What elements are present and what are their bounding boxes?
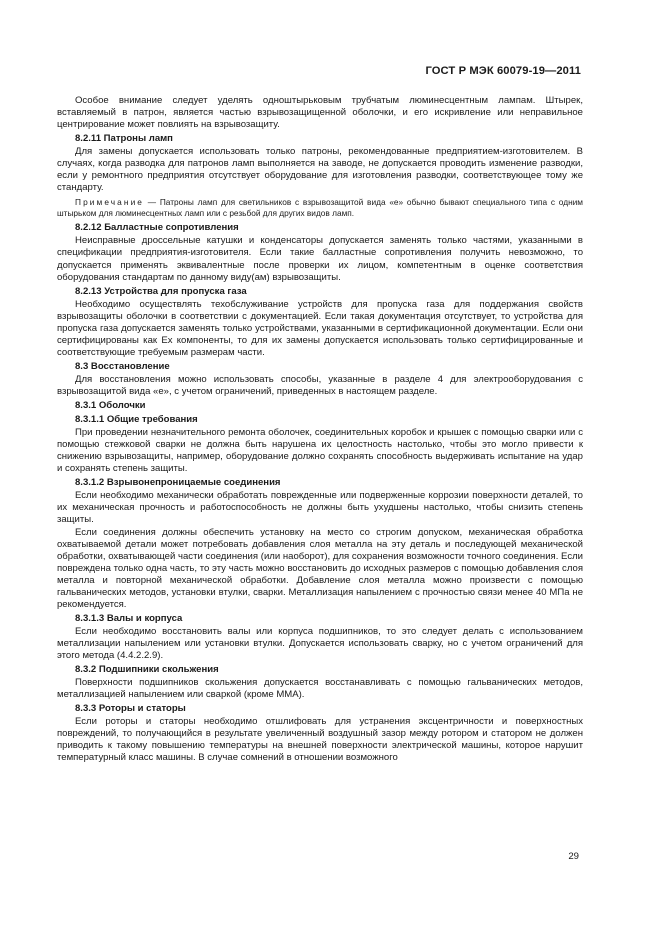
section-heading: 8.3.1 Оболочки xyxy=(75,400,146,412)
section-heading: 8.3.1.3 Валы и корпуса xyxy=(75,612,183,624)
body-paragraph: Если необходимо восстановить валы или корпуса подшипников, то это следует делать с использованием металлизации напылением или установки втулки. Допускается использовать сварку, но с учетом ограничений для этого метода (4.4.2.2.9). xyxy=(57,625,583,661)
section-heading: 8.2.12 Балластные сопротивления xyxy=(75,222,239,234)
note-paragraph xyxy=(57,197,583,219)
section-heading: 8.3.3 Роторы и статоры xyxy=(75,703,186,715)
body-paragraph: Для восстановления можно использовать способы, указанные в разделе 4 для электрооборудования с взрывозащитой вида «е», с учетом ограничений, приведенных в настоящем разделе. xyxy=(57,373,583,397)
page-number: 29 xyxy=(568,851,579,862)
section-heading: 8.3.1.1 Общие требования xyxy=(75,414,198,426)
section-heading: 8.3.1.2 Взрывонепроницаемые соединения xyxy=(75,477,281,489)
body-paragraph: Поверхности подшипников скольжения допускается восстанавливать с помощью гальванических методов, металлизацией напылением или сваркой (кроме ММА). xyxy=(57,677,583,701)
standard-id-header: ГОСТ Р МЭК 60079-19—2011 xyxy=(425,65,581,77)
body-paragraph: Особое внимание следует уделять одноштырьковым трубчатым люминесцентным лампам. Штырек, вставляемый в патрон, является частью взрывозащищенной оболочки, и его искривление или неправильное центрирование может повлиять на взрывозащиту. xyxy=(57,95,583,131)
body-paragraph: Для замены допускается использовать только патроны, рекомендованные предприятием-изготовителем. В случаях, когда разводка для патронов ламп выполняется на заводе, не допускается проводить изменение разводки, если у ремонтного предприятия отсутствует оборудование для изготовления разводки, соответствующее тому же стандарту. xyxy=(57,146,583,194)
body-paragraph: Неисправные дроссельные катушки и конденсаторы допускается заменять только частями, указанными в спецификации предприятия-изготовителя. Если такие балластные сопротивления получить невозможно, то допускается применять эквивалентные после проверки их лицом, компетентным в оценке соответствия оборудования стандартам по данному виду(ам) взрывозащиты. xyxy=(57,235,583,283)
body-paragraph: Если роторы и статоры необходимо отшлифовать для устранения эксцентричности и поверхностных повреждений, то получающийся в результате увеличенный воздушный зазор между ротором и статором не должен приводить к такому повышению температуры на внешней поверхности электрической машины, которое нарушит температурный класс машины. В случае сомнений в отношении возможного xyxy=(57,716,583,764)
body-paragraph: Если необходимо механически обработать поврежденные или подверженные коррозии поверхности деталей, то их механическая прочность и работоспособность не должны быть ухудшены настолько, чтобы снизить степень защиты. xyxy=(57,490,583,526)
section-heading: 8.3.2 Подшипники скольжения xyxy=(75,664,219,676)
note-label: Примечание xyxy=(75,197,145,208)
section-heading: 8.2.13 Устройства для пропуска газа xyxy=(75,285,247,297)
section-heading: 8.3 Восстановление xyxy=(75,360,170,372)
body-paragraph: Если соединения должны обеспечить установку на место со строгим допуском, механическая обработка охватываемой детали может потребовать добавления слоя металла на эту деталь и последующей механической обработки, охватывающей части соединения (или наоборот), для сохранения возможности точного соединения. Если повреждена только одна часть, то эту часть можно восстановить до исходных размеров с помощью добавления слоя металла и повторной механической обработки. Добавление слоя металла можно произвести с помощью гальванических методов, установки втулки, сварки. Металлизация напылением с прочностью связи менее 40 МПа не рекомендуется. xyxy=(57,526,583,610)
body-paragraph: При проведении незначительного ремонта оболочек, соединительных коробок и крышек с помощью сварки или с помощью стежковой сварки не должна быть нарушена их целостность настолько, чтобы это могло привести к снижению взрывозащиты, например, оборудование должно сохранять способность выдерживать испытание на удар и сохранять степень защиты. xyxy=(57,427,583,475)
document-body xyxy=(57,95,583,764)
section-heading: 8.2.11 Патроны ламп xyxy=(75,133,173,145)
note-text: — Патроны ламп для светильников с взрывозащитой вида «е» обычно бывают специального типа с одним штырьком для люминесцентных ламп или с резьбой для других видов ламп. xyxy=(57,197,583,219)
body-paragraph: Необходимо осуществлять техобслуживание устройств для пропуска газа для поддержания свойств взрывозащиты оболочки в соответствии с документацией. Если такая документация отсутствует, то устройства для пропуска газа допускается заменять только устройствами, указанными в сертификационной документации. Если они сертифицированы как Ex компоненты, то для их замены допускается использовать только сертифицированные и соответствующие требуемым размерам части. xyxy=(57,298,583,358)
